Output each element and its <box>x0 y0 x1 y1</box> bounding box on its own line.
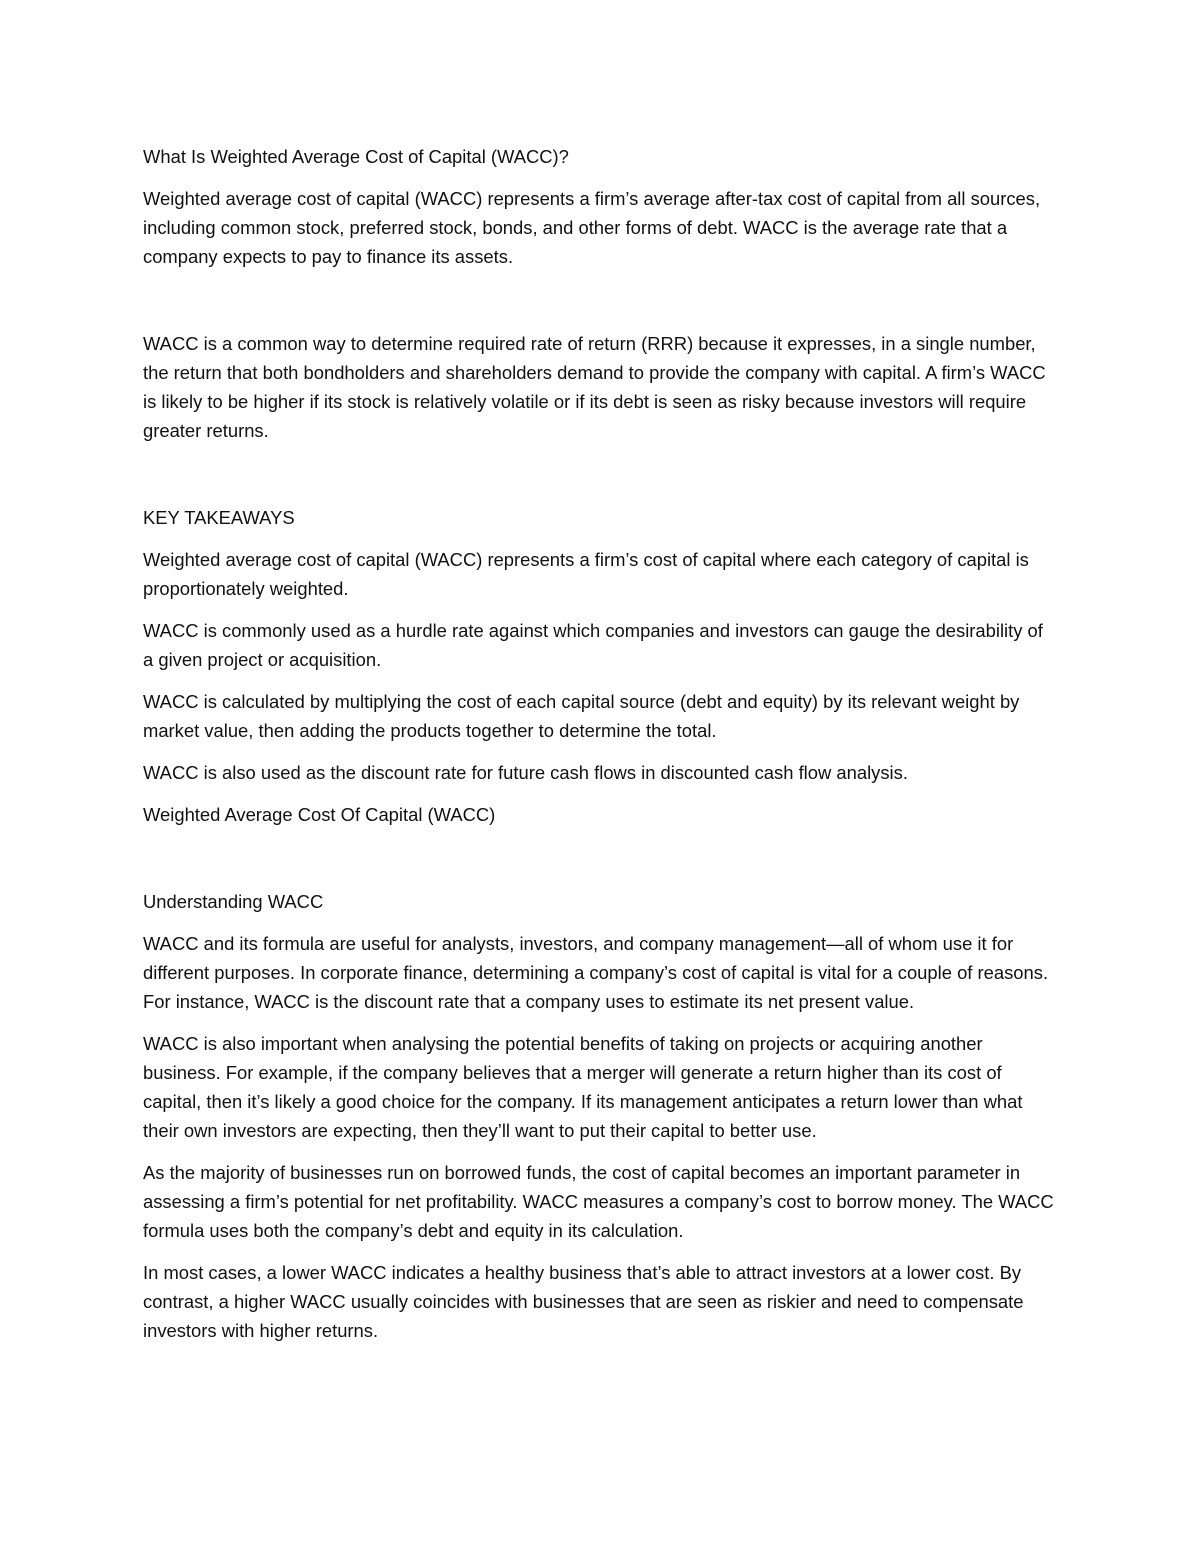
takeaway-item: WACC is commonly used as a hurdle rate against which companies and investors can gauge the desirability of a given project or acquisition. <box>143 620 1043 670</box>
understanding-paragraph: WACC is also important when analysing the potential benefits of taking on projects or acquiring another business. For example, if the company believes that a merger will generate a return higher than its cost of capital, then it’s likely a good choice for the company. If its management anticipates a return lower than what their own investors are expecting, then they’ll want to put their capital to better use. <box>143 1033 1023 1141</box>
intro-paragraph-1: Weighted average cost of capital (WACC) represents a firm’s average after-tax cost of capital from all sources, including common stock, preferred stock, bonds, and other forms of debt. WACC is the average rate that a company expects to pay to finance its assets. <box>143 188 1041 267</box>
understanding-paragraph: As the majority of businesses run on borrowed funds, the cost of capital becomes an important parameter in assessing a firm’s potential for net profitability. WACC measures a company’s cost to borrow money. The WACC formula uses both the company’s debt and equity in its calculation. <box>143 1162 1054 1241</box>
document-heading: What Is Weighted Average Cost of Capital (WACC)? <box>143 146 569 167</box>
key-takeaways-heading: KEY TAKEAWAYS <box>143 507 295 528</box>
takeaway-item: WACC is calculated by multiplying the cost of each capital source (debt and equity) by its relevant weight by market value, then adding the products together to determine the total. <box>143 691 1020 741</box>
understanding-heading: Understanding WACC <box>143 891 324 912</box>
understanding-paragraph: WACC and its formula are useful for analysts, investors, and company management—all of whom use it for different purposes. In corporate finance, determining a company’s cost of capital is vital for a couple of reasons. For instance, WACC is the discount rate that a company uses to estimate its net present value. <box>143 933 1049 1012</box>
intro-paragraph-2: WACC is a common way to determine required rate of return (RRR) because it expresses, in a single number, the return that both bondholders and shareholders demand to provide the company with capital. A firm’s WACC is likely to be higher if its stock is relatively volatile or if its debt is seen as risky because investors will require greater returns. <box>143 333 1046 441</box>
takeaway-item: Weighted average cost of capital (WACC) represents a firm’s cost of capital where each category of capital is proportionately weighted. <box>143 549 1029 599</box>
takeaway-item: WACC is also used as the discount rate for future cash flows in discounted cash flow analysis. <box>143 762 908 783</box>
understanding-paragraph: In most cases, a lower WACC indicates a healthy business that’s able to attract investors at a lower cost. By contrast, a higher WACC usually coincides with businesses that are seen as riskier and need to compensate investors with higher returns. <box>143 1262 1024 1341</box>
document-page <box>143 142 1058 1358</box>
caption-text: Weighted Average Cost Of Capital (WACC) <box>143 804 496 825</box>
